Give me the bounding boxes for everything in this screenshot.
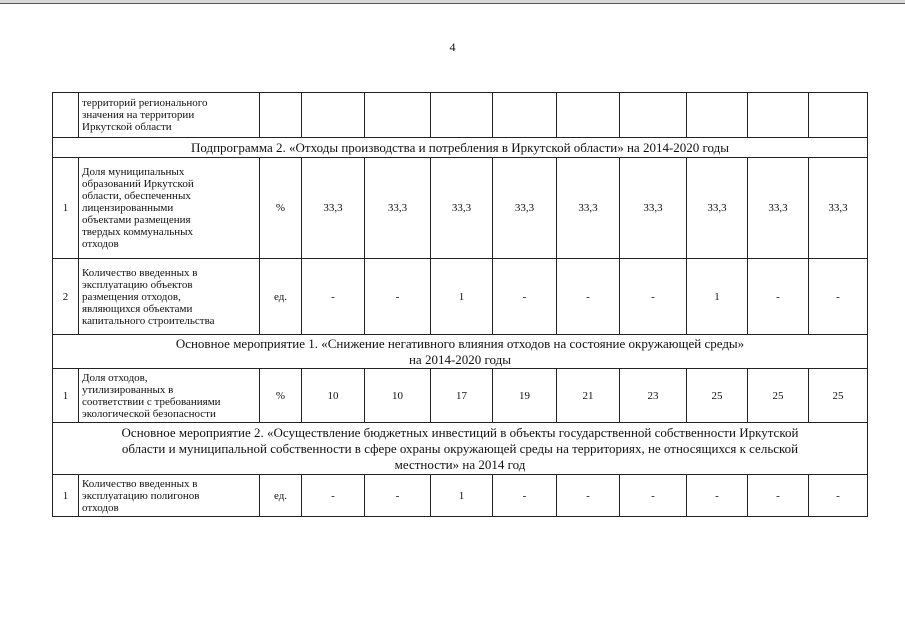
value-cell: 21 xyxy=(557,369,620,423)
description-line: соответствии с требованиями xyxy=(82,395,221,408)
value-cell: 17 xyxy=(431,369,493,423)
value-cell: 1 xyxy=(431,475,493,517)
value-cell: - xyxy=(493,259,557,335)
description-line: Доля отходов, xyxy=(82,371,148,384)
value-cell: 1 xyxy=(687,259,748,335)
value-cell: 33,3 xyxy=(557,158,620,259)
value-cell: - xyxy=(620,259,687,335)
value-cell: - xyxy=(687,475,748,517)
indicator-description xyxy=(79,93,260,138)
heading-line: Основное мероприятие 1. «Снижение негативного влияния отходов на состояние окружающей среды» xyxy=(175,335,745,351)
row-number: 1 xyxy=(53,369,79,423)
row-number: 1 xyxy=(53,158,79,259)
description-line: отходов xyxy=(82,501,119,514)
value-cell xyxy=(620,93,687,138)
description-line: являющихся объектами xyxy=(82,302,193,315)
heading-line: Основное мероприятие 2. «Осуществление бюджетных инвестиций в объекты государственной собственности Иркутской xyxy=(121,424,799,440)
unit-cell: ед. xyxy=(260,475,302,517)
description-line: значения на территории xyxy=(82,109,195,121)
value-cell: - xyxy=(493,475,557,517)
value-cell: - xyxy=(557,259,620,335)
value-cell: 1 xyxy=(431,259,493,335)
table-row xyxy=(53,369,868,423)
value-cell xyxy=(748,93,809,138)
indicators-table-body xyxy=(53,93,868,517)
row-number: 2 xyxy=(53,259,79,335)
page-top-edge xyxy=(0,0,905,4)
value-cell: 25 xyxy=(748,369,809,423)
table-row-continued xyxy=(53,93,868,138)
value-cell: - xyxy=(748,259,809,335)
value-cell: 23 xyxy=(620,369,687,423)
description-line: отходов xyxy=(82,238,119,250)
value-cell xyxy=(302,93,365,138)
value-cell: - xyxy=(557,475,620,517)
value-cell: - xyxy=(809,475,868,517)
table-row xyxy=(53,259,868,335)
table-row xyxy=(53,475,868,517)
description-line: территорий регионального xyxy=(82,97,208,109)
value-cell xyxy=(365,93,431,138)
value-cell: - xyxy=(302,259,365,335)
value-cell: 33,3 xyxy=(493,158,557,259)
value-cell xyxy=(431,93,493,138)
description-line: объектами размещения xyxy=(82,214,191,226)
description-line: области, обеспеченных xyxy=(82,190,191,202)
value-cell: 33,3 xyxy=(365,158,431,259)
measure-2-heading-row xyxy=(53,423,868,475)
value-cell: - xyxy=(620,475,687,517)
value-cell: 33,3 xyxy=(809,158,868,259)
row-number xyxy=(53,93,79,138)
value-cell: 33,3 xyxy=(687,158,748,259)
unit-cell: % xyxy=(260,158,302,259)
description-line: эксплуатацию объектов xyxy=(82,278,193,291)
value-cell: 10 xyxy=(365,369,431,423)
value-cell xyxy=(809,93,868,138)
heading-line: местности» на 2014 год xyxy=(394,456,526,472)
description-line: Количество введенных в xyxy=(82,266,198,279)
value-cell xyxy=(493,93,557,138)
unit-cell xyxy=(260,93,302,138)
measure-2-heading xyxy=(53,423,868,475)
value-cell: - xyxy=(365,259,431,335)
value-cell: 33,3 xyxy=(748,158,809,259)
value-cell: 19 xyxy=(493,369,557,423)
description-line: Количество введенных в xyxy=(82,477,198,490)
description-line: капитального строительства xyxy=(82,314,215,327)
value-cell: - xyxy=(365,475,431,517)
table-row xyxy=(53,158,868,259)
heading-line: области и муниципальной собственности в сфере охраны окружающей среды на территориях, не относящихся к сельской xyxy=(121,440,799,456)
description-line: Иркутской области xyxy=(82,121,172,133)
value-cell: - xyxy=(809,259,868,335)
page-number: 4 xyxy=(449,40,456,54)
description-line: Доля муниципальных xyxy=(82,166,185,178)
value-cell: 25 xyxy=(809,369,868,423)
indicator-description xyxy=(79,369,260,423)
value-cell: 33,3 xyxy=(302,158,365,259)
value-cell: 10 xyxy=(302,369,365,423)
indicator-description xyxy=(79,259,260,335)
value-cell xyxy=(557,93,620,138)
description-line: твердых коммунальных xyxy=(82,226,194,238)
value-cell: 25 xyxy=(687,369,748,423)
indicator-description xyxy=(79,158,260,259)
description-line: утилизированных в xyxy=(82,383,174,396)
description-line: размещения отходов, xyxy=(82,290,181,303)
heading-line: Подпрограмма 2. «Отходы производства и потребления в Иркутской области» на 2014-2020 годы xyxy=(190,139,730,155)
unit-cell: % xyxy=(260,369,302,423)
value-cell: - xyxy=(302,475,365,517)
value-cell: 33,3 xyxy=(620,158,687,259)
value-cell: 33,3 xyxy=(431,158,493,259)
heading-line: на 2014-2020 годы xyxy=(408,351,512,367)
description-line: лицензированными xyxy=(82,202,174,214)
description-line: образований Иркутской xyxy=(82,178,194,190)
indicator-description xyxy=(79,475,260,517)
measure-1-heading xyxy=(53,335,868,369)
value-cell: - xyxy=(748,475,809,517)
indicators-table xyxy=(52,92,868,517)
description-line: экологической безопасности xyxy=(82,407,216,420)
row-number: 1 xyxy=(53,475,79,517)
unit-cell: ед. xyxy=(260,259,302,335)
description-line: эксплуатацию полигонов xyxy=(82,489,200,502)
subprogram-2-heading xyxy=(53,138,868,158)
subprogram-2-heading-row xyxy=(53,138,868,158)
measure-1-heading-row xyxy=(53,335,868,369)
value-cell xyxy=(687,93,748,138)
